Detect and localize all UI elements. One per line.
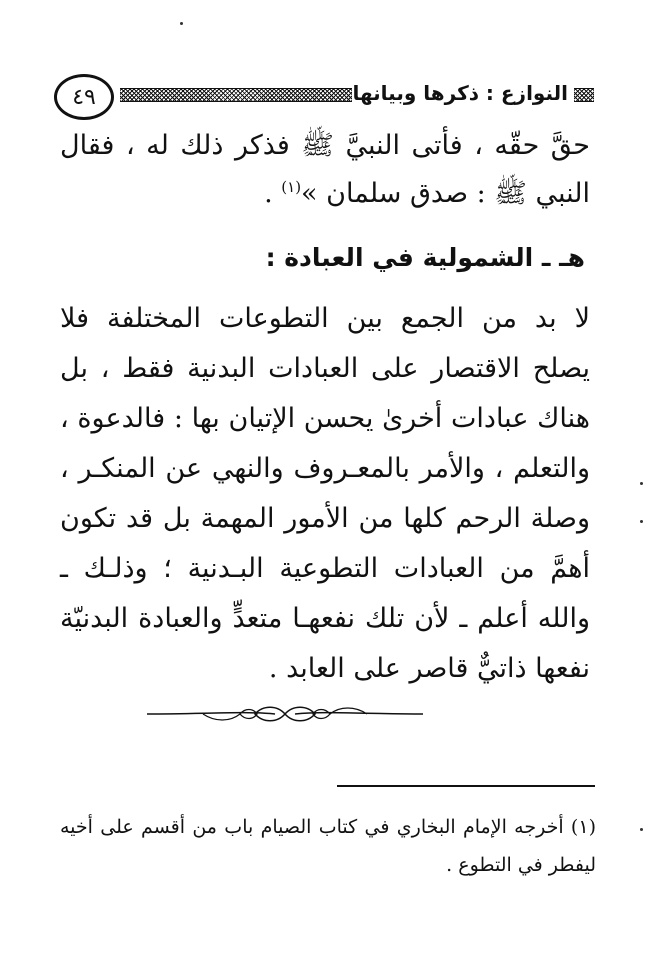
page-header [54,70,594,126]
paragraph-continuation-end: . [264,178,282,209]
paragraph-continuation-text: حقَّ حقّه ، فأتى النبيَّ ﷺ فذكر ذلك له ، فقال النبي ﷺ : صدق سلمان » [60,130,590,209]
margin-speck [640,482,643,485]
margin-speck [180,22,183,25]
header-hatch-right [574,88,594,102]
page-number: ٤٩ [54,74,114,120]
footnote-rule [337,785,595,787]
margin-speck [640,828,643,831]
section-heading: هـ ـ الشمولية في العبادة : [265,243,585,272]
footnote: (١) أخرجه الإمام البخاري في كتاب الصيام باب من أقسم على أخيه ليفطر في التطوع . [60,816,596,876]
header-hatch-left [120,88,352,102]
margin-speck [640,520,643,523]
paragraph-continuation [60,122,590,218]
footnote-reference: (١) [281,178,302,196]
paragraph-main: لا بد من الجمع بين التطوعات المختلفة فلا يصلح الاقتصار على العبادات البدنية فقط ، بل هناك عبادات أخرىٰ يحسن الإتيان بها : فالدعوة ، والتعلم ، والأمر بالمعـروف والنهي عن المنكـر ، وصلة الرحم كلها من الأمور المهمة بل قد تكون أهمَّ من العبادات التطوعية البـدنية ؛ وذلـك ـ والله أعلم ـ لأن تلك نفعهـا متعدٍّ والعبادة البدنيّة نفعها ذاتيٌّ قاصر على العابد . [60,303,590,684]
running-title: النوازع : ذكرها وبيانها [352,81,568,105]
ornament-divider [145,697,425,731]
